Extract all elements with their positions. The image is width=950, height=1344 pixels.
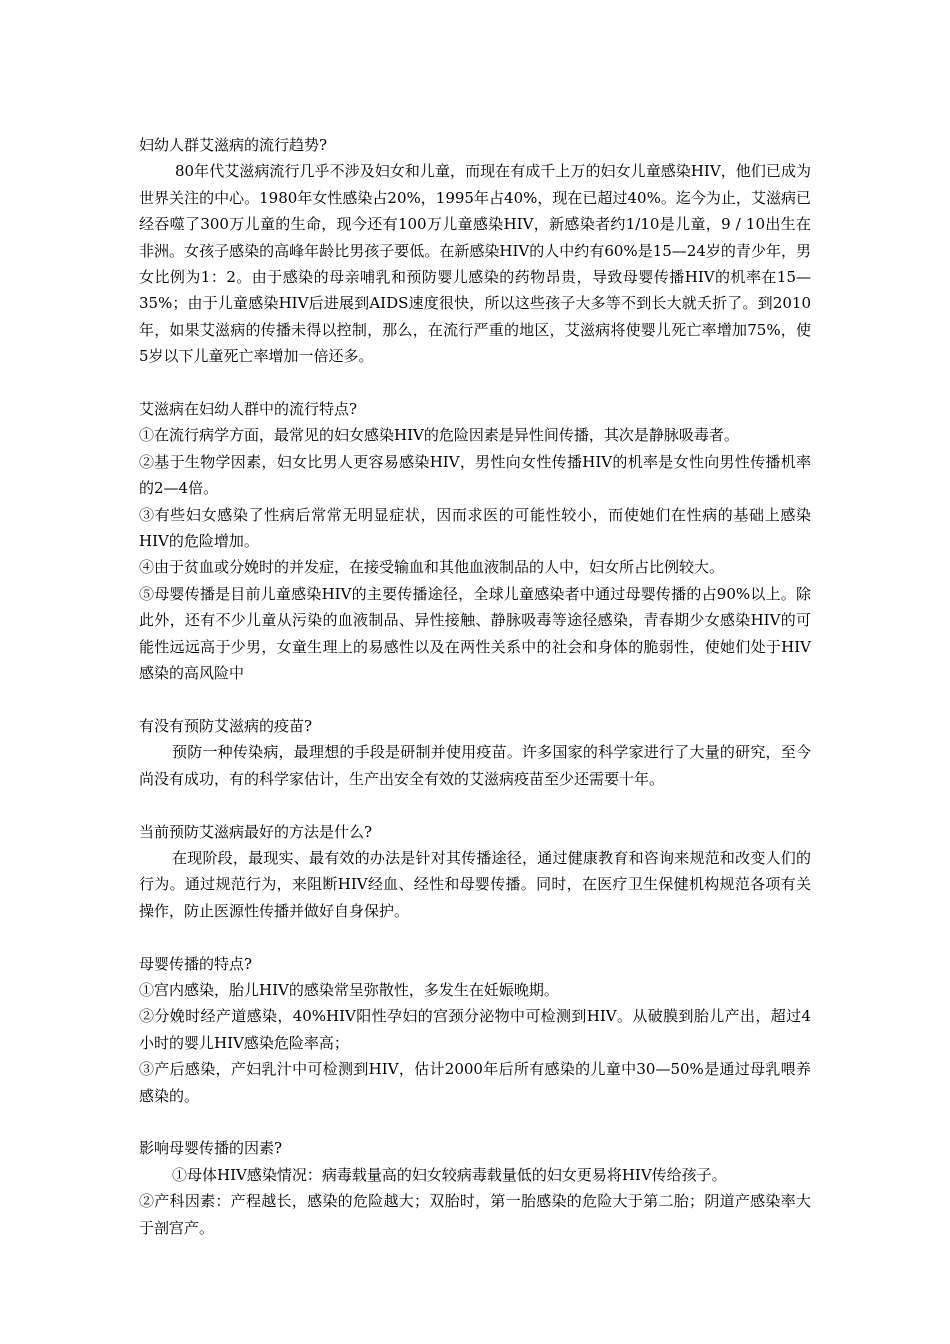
- section-paragraph: 80年代艾滋病流行几乎不涉及妇女和儿童，而现在有成千上万的妇女儿童感染HIV，他们已成为世界关注的中心。1980年女性感染占20%，1995年占40%，现在已超过40%。迄今为止，艾滋病已经吞噬了300万儿童的生命，现今还有100万儿童感染HIV，新感染者约1/10是儿童，9 / 10出生在非洲。女孩子感染的高峰年龄比男孩子要低。在新感染HIV的人中约有60%是15—24岁的青少年，男女比例为1：2。由于感染的母亲哺乳和预防婴儿感染的药物昂贵，导致母婴传播HIV的机率在15—35%；由于儿童感染HIV后进展到AIDS速度很快，所以这些孩子大多等不到长大就夭折了。到2010年，如果艾滋病的传播未得以控制，那么，在流行严重的地区，艾滋病将使婴儿死亡率增加75%，使5岁以下儿童死亡率增加一倍还多。: [139, 162, 811, 366]
- section-heading: 妇幼人群艾滋病的流行趋势?: [139, 136, 328, 154]
- section-prevention-method: [139, 819, 811, 925]
- section-heading: 母婴传播的特点?: [139, 954, 253, 973]
- section-heading: 影响母婴传播的因素?: [139, 1139, 283, 1158]
- document-page: [139, 132, 811, 1241]
- list-item: ⑤母婴传播是目前儿童感染HIV的主要传播途径，全球儿童感染者中通过母婴传播的占90%以上。除此外，还有不少儿童从污染的血液制品、异性接触、静脉吸毒等途径感染，青春期少女感染HIV的可能性远远高于少男，女童生理上的易感性以及在两性关系中的社会和身体的脆弱性，使她们处于HIV感染的高风险中: [139, 584, 811, 683]
- section-heading: 艾滋病在妇幼人群中的流行特点?: [139, 400, 358, 419]
- list-item: ①母体HIV感染情况：病毒载量高的妇女较病毒载量低的妇女更易将HIV传给孩子。: [172, 1165, 727, 1184]
- section-heading: 有没有预防艾滋病的疫苗?: [139, 716, 313, 735]
- list-item: ③产后感染，产妇乳汁中可检测到HIV，估计2000年后所有感染的儿童中30—50%是通过母乳喂养感染的。: [139, 1060, 811, 1105]
- section-paragraph: 在现阶段，最现实、最有效的办法是针对其传播途径，通过健康教育和咨询来规范和改变人们的行为。通过规范行为，来阻断HIV经血、经性和母婴传播。同时，在医疗卫生保健机构规范各项有关操作，防止医源性传播并做好自身保护。: [139, 848, 811, 920]
- section-vaccine: [139, 713, 811, 792]
- section-mtct-features: [139, 951, 811, 1109]
- list-item: ③有些妇女感染了性病后常常无明显症状，因而求医的可能性较小，而使她们在性病的基础上感染HIV的危险增加。: [139, 505, 811, 551]
- section-mtct-factors: [139, 1135, 811, 1241]
- list-item: ②分娩时经产道感染，40%HIV阳性孕妇的宫颈分泌物中可检测到HIV。从破膜到胎儿产出，超过4小时的婴儿HIV感染危险率高；: [139, 1007, 811, 1052]
- list-item: ②产科因素：产程越长，感染的危险越大；双胎时，第一胎感染的危险大于第二胎；阴道产感染率大于剖宫产。: [139, 1192, 811, 1237]
- section-hiv-trend: [139, 132, 811, 370]
- section-paragraph: 预防一种传染病，最理想的手段是研制并使用疫苗。许多国家的科学家进行了大量的研究，至今尚没有成功，有的科学家估计，生产出安全有效的艾滋病疫苗至少还需要十年。: [139, 743, 811, 788]
- list-item: ④由于贫血或分娩时的并发症，在接受输血和其他血液制品的人中，妇女所占比例较大。: [139, 558, 725, 577]
- list-item: ①在流行病学方面，最常见的妇女感染HIV的危险因素是异性间传播，其次是静脉吸毒者。: [139, 426, 739, 445]
- list-item: ②基于生物学因素，妇女比男人更容易感染HIV，男性向女性传播HIV的机率是女性向男性传播机率的2—4倍。: [139, 452, 811, 498]
- section-epidemic-features: [139, 396, 811, 686]
- section-heading: 当前预防艾滋病最好的方法是什么?: [139, 822, 373, 841]
- list-item: ①宫内感染，胎儿HIV的感染常呈弥散性，多发生在妊娠晚期。: [139, 980, 559, 999]
